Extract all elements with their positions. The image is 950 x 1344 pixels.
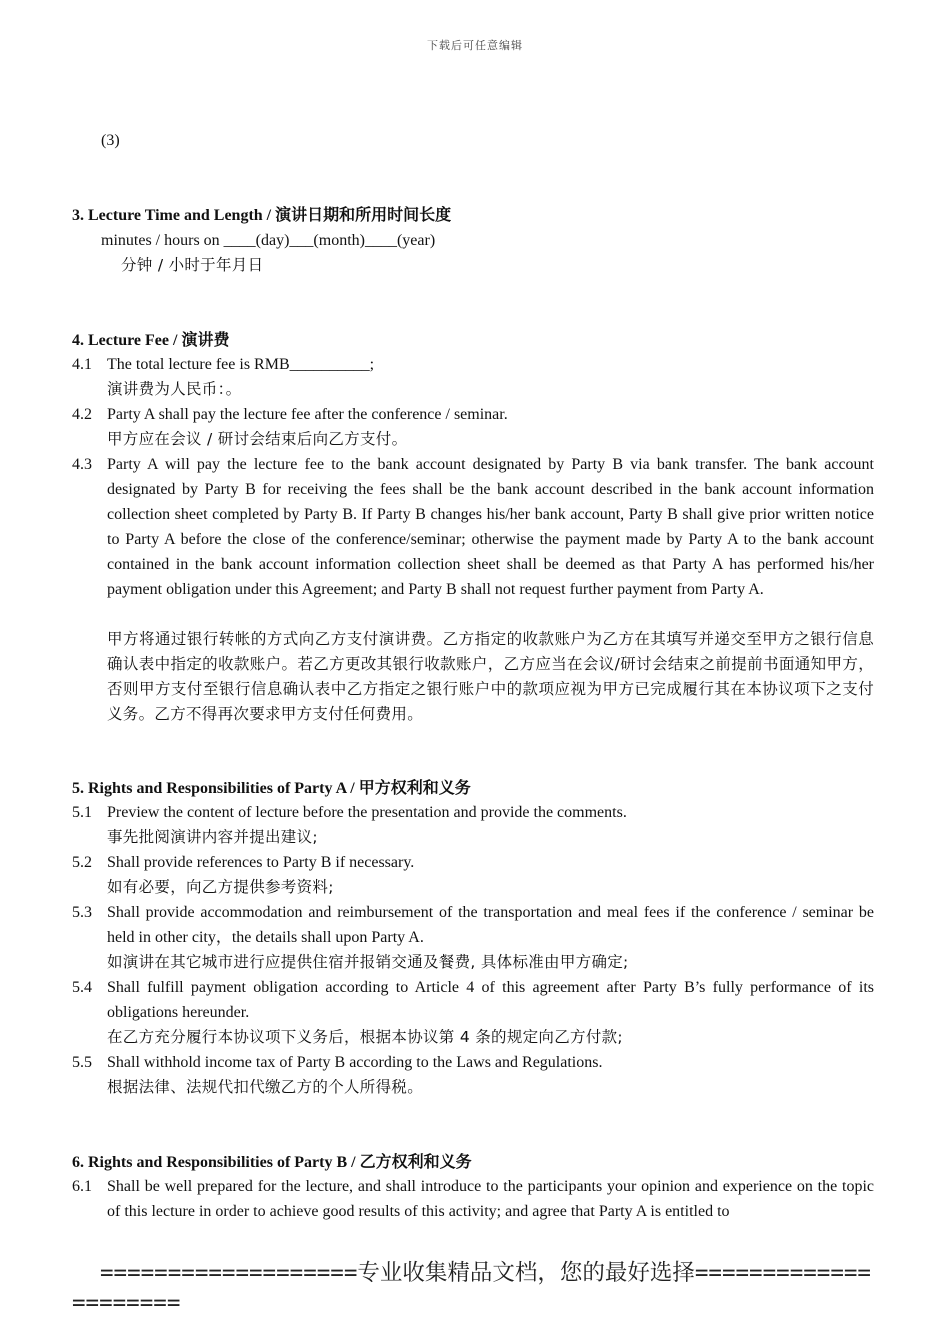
clause-4-1-en: The total lecture fee is RMB__________; [107, 356, 375, 373]
section-5-title: 5. Rights and Responsibilities of Party A / 甲方权利和义务 [72, 780, 471, 797]
section-3-time-line: minutes / hours on ____(day)___(month)____(year) [101, 232, 436, 249]
header-note: 下载后可任意编辑 [427, 39, 523, 52]
clause-5-3-en: Shall provide accommodation and reimbursement of the transportation and meal fees if the conference / seminar be held in other city，the details shall upon Party A. [107, 904, 874, 946]
clause-5-2-en: Shall provide references to Party B if necessary. [107, 854, 415, 871]
clause-6-1-en: Shall be well prepared for the lecture, and shall introduce to the participants your opinion and experience on the topic of this lecture in order to achieve good results of this activity; and agree that Party A is entitled to [107, 1178, 874, 1220]
clause-number: 5.3 [72, 904, 92, 921]
clause-4-3-en: Party A will pay the lecture fee to the bank account designated by Party B via bank transfer. The bank account designated by Party B for receiving the fees shall be the bank account described in the bank account information collection sheet completed by Party B. If Party B changes his/her bank account, Party B shall give prior written notice to Party A before the close of the conference/seminar; otherwise the payment made by Party A to the bank account contained in the bank account information collection sheet shall be deemed as that Party A has performed his/her payment obligation under this Agreement; and Party B shall not request further payment from Party A. [107, 456, 874, 598]
footer-banner: ===================专业收集精品文档，您的最好选择===================== [72, 1260, 871, 1316]
clause-4-2-cn: 甲方应在会议 / 研讨会结束后向乙方支付。 [107, 430, 408, 448]
clause-number: 6.1 [72, 1178, 92, 1195]
clause-number: 5.4 [72, 979, 92, 996]
section-6-title: 6. Rights and Responsibilities of Party B / 乙方权利和义务 [72, 1154, 472, 1171]
clause-5-5-cn: 根据法律、法规代扣代缴乙方的个人所得税。 [107, 1078, 424, 1096]
item-3-marker: (3) [101, 132, 120, 149]
clause-number: 5.2 [72, 854, 92, 871]
clause-4-1-cn: 演讲费为人民币：。 [107, 380, 242, 398]
clause-5-5-en: Shall withhold income tax of Party B according to the Laws and Regulations. [107, 1054, 603, 1071]
clause-5-1-cn: 事先批阅演讲内容并提出建议; [107, 828, 318, 846]
clause-5-1-en: Preview the content of lecture before the presentation and provide the comments. [107, 804, 627, 821]
clause-number: 4.3 [72, 456, 92, 473]
clause-5-2-cn: 如有必要，向乙方提供参考资料; [107, 878, 334, 896]
clause-4-3-cn: 甲方将通过银行转帐的方式向乙方支付演讲费。乙方指定的收款账户为乙方在其填写并递交至甲方之银行信息确认表中指定的收款账户。若乙方更改其银行收款账户，乙方应当在会议/研讨会结束之前提前书面通知甲方，否则甲方支付至银行信息确认表中乙方指定之银行账户中的款项应视为甲方已完成履行其在本协议项下之支付义务。乙方不得再次要求甲方支付任何费用。 [107, 630, 874, 723]
clause-5-4-cn: 在乙方充分履行本协议项下义务后，根据本协议第 4 条的规定向乙方付款; [107, 1028, 623, 1046]
clause-5-3-cn: 如演讲在其它城市进行应提供住宿并报销交通及餐费, 具体标准由甲方确定; [107, 953, 629, 971]
clause-5-4-en: Shall fulfill payment obligation according to Article 4 of this agreement after Party B’s fully performance of its obligations hereunder. [107, 979, 874, 1021]
clause-number: 4.1 [72, 356, 92, 373]
section-3-title: 3. Lecture Time and Length / 演讲日期和所用时间长度 [72, 207, 452, 224]
clause-number: 5.5 [72, 1054, 92, 1071]
section-3-time-line-cn: 分钟 / 小时于年月日 [121, 256, 264, 274]
section-4-title: 4. Lecture Fee / 演讲费 [72, 332, 230, 349]
clause-number: 4.2 [72, 406, 92, 423]
clause-4-2-en: Party A shall pay the lecture fee after the conference / seminar. [107, 406, 508, 423]
clause-number: 5.1 [72, 804, 92, 821]
